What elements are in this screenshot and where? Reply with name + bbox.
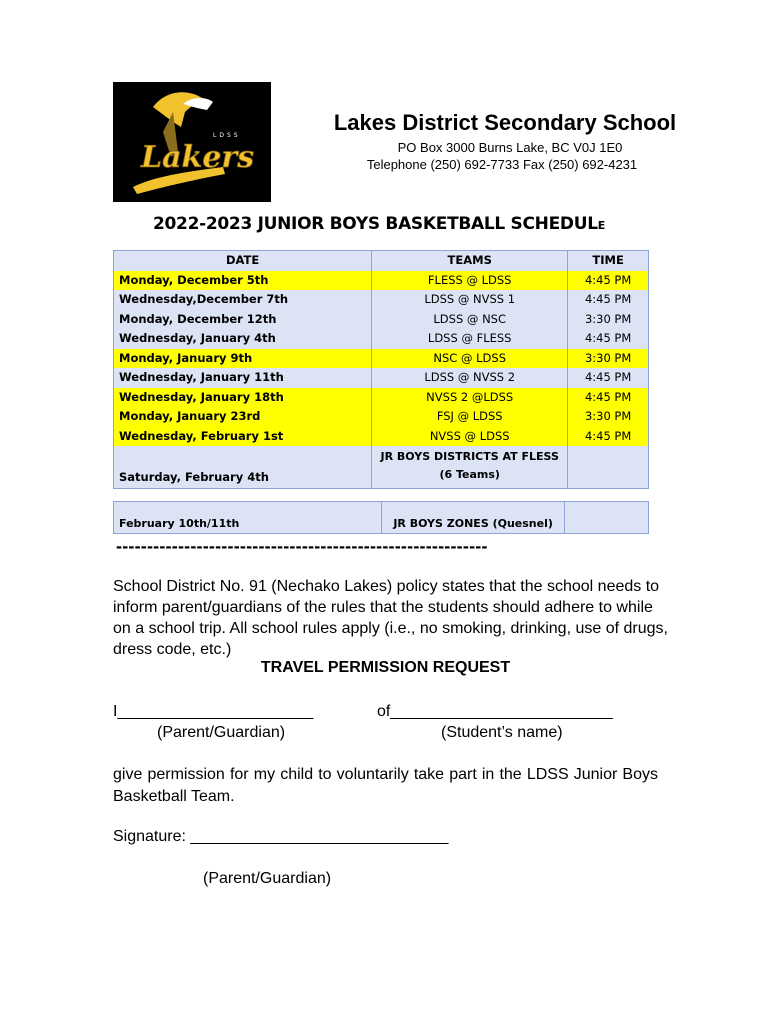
schedule-title-main: 2022-2023 JUNIOR BOYS BASKETBALL SCHEDUL (153, 214, 598, 234)
districts-row (114, 446, 649, 489)
districts-line1: JR BOYS DISTRICTS AT FLESS (380, 450, 559, 463)
table-row (114, 310, 649, 330)
signature-field[interactable]: Signature: _____________________________ (113, 828, 449, 845)
school-phone: Telephone (250) 692-7733 Fax (250) 692-4231 (366, 157, 638, 172)
game-teams: NVSS 2 @LDSS (372, 388, 568, 408)
districts-event (372, 446, 568, 489)
table-row (114, 407, 649, 427)
game-teams: LDSS @ FLESS (372, 329, 568, 349)
zones-row (114, 502, 649, 534)
signature-caption: (Parent/Guardian) (203, 870, 332, 887)
game-date: Monday, January 9th (114, 349, 372, 369)
permission-text: give permission for my child to voluntarily take part in the LDSS Junior Boys Basketball Team. (113, 766, 658, 805)
game-teams: FLESS @ LDSS (372, 271, 568, 291)
game-teams: FSJ @ LDSS (372, 407, 568, 427)
game-teams: LDSS @ NSC (372, 310, 568, 330)
header-teams: TEAMS (372, 251, 568, 271)
game-date: Wednesday, January 4th (114, 329, 372, 349)
header-time: TIME (568, 251, 649, 271)
zones-date: February 10th/11th (114, 502, 382, 534)
game-date: Wednesday, February 1st (114, 427, 372, 447)
table-row (114, 271, 649, 291)
zones-table (113, 501, 649, 534)
game-teams: NSC @ LDSS (372, 349, 568, 369)
game-time: 3:30 PM (568, 407, 649, 427)
schedule-title (153, 214, 605, 234)
table-row (114, 290, 649, 310)
table-row (114, 388, 649, 408)
game-date: Monday, January 23rd (114, 407, 372, 427)
student-caption: (Student’s name) (441, 724, 563, 741)
game-time: 4:45 PM (568, 329, 649, 349)
game-date: Wednesday,December 7th (114, 290, 372, 310)
game-date: Monday, December 5th (114, 271, 372, 291)
districts-line2: (6 Teams) (439, 468, 500, 481)
game-time: 4:45 PM (568, 427, 649, 447)
game-date: Wednesday, January 11th (114, 368, 372, 388)
game-time: 4:45 PM (568, 271, 649, 291)
school-name: Lakes District Secondary School (333, 110, 677, 135)
school-address: PO Box 3000 Burns Lake, BC V0J 1E0 (397, 140, 623, 155)
schedule-table (113, 250, 649, 489)
game-teams: LDSS @ NVSS 1 (372, 290, 568, 310)
parent-caption: (Parent/Guardian) (157, 724, 286, 741)
table-row (114, 349, 649, 369)
parent-name-field[interactable]: I______________________ (113, 703, 314, 720)
game-date: Wednesday, January 18th (114, 388, 372, 408)
table-row (114, 427, 649, 447)
svg-text:Lakers: Lakers (141, 140, 255, 175)
game-time: 3:30 PM (568, 310, 649, 330)
zones-event: JR BOYS ZONES (Quesnel) (382, 502, 565, 534)
game-time: 3:30 PM (568, 349, 649, 369)
table-row (114, 368, 649, 388)
schedule-header-row (114, 251, 649, 271)
divider: ------------------------------------------------------------ (116, 536, 488, 556)
header-date: DATE (114, 251, 372, 271)
game-teams: NVSS @ LDSS (372, 427, 568, 447)
districts-date: Saturday, February 4th (114, 446, 372, 489)
game-date: Monday, December 12th (114, 310, 372, 330)
policy-text: School District No. 91 (Nechako Lakes) policy states that the school needs to inform parent/guardians of the rules that the students should adhere to while on a school trip. All school rules apply (i.e., no smoking, drinking, use of drugs, dress code, etc.) (113, 578, 668, 658)
lakers-logo-icon (113, 82, 271, 202)
table-row (114, 329, 649, 349)
zones-time (565, 502, 649, 534)
game-time: 4:45 PM (568, 388, 649, 408)
game-time: 4:45 PM (568, 368, 649, 388)
svg-text:LDSS: LDSS (213, 132, 241, 139)
student-name-field[interactable]: of_________________________ (377, 703, 613, 720)
districts-time (568, 446, 649, 489)
game-teams: LDSS @ NVSS 2 (372, 368, 568, 388)
game-time: 4:45 PM (568, 290, 649, 310)
schedule-title-last: E (597, 219, 605, 232)
travel-request-title: TRAVEL PERMISSION REQUEST (260, 659, 511, 676)
lakers-logo (113, 82, 271, 202)
